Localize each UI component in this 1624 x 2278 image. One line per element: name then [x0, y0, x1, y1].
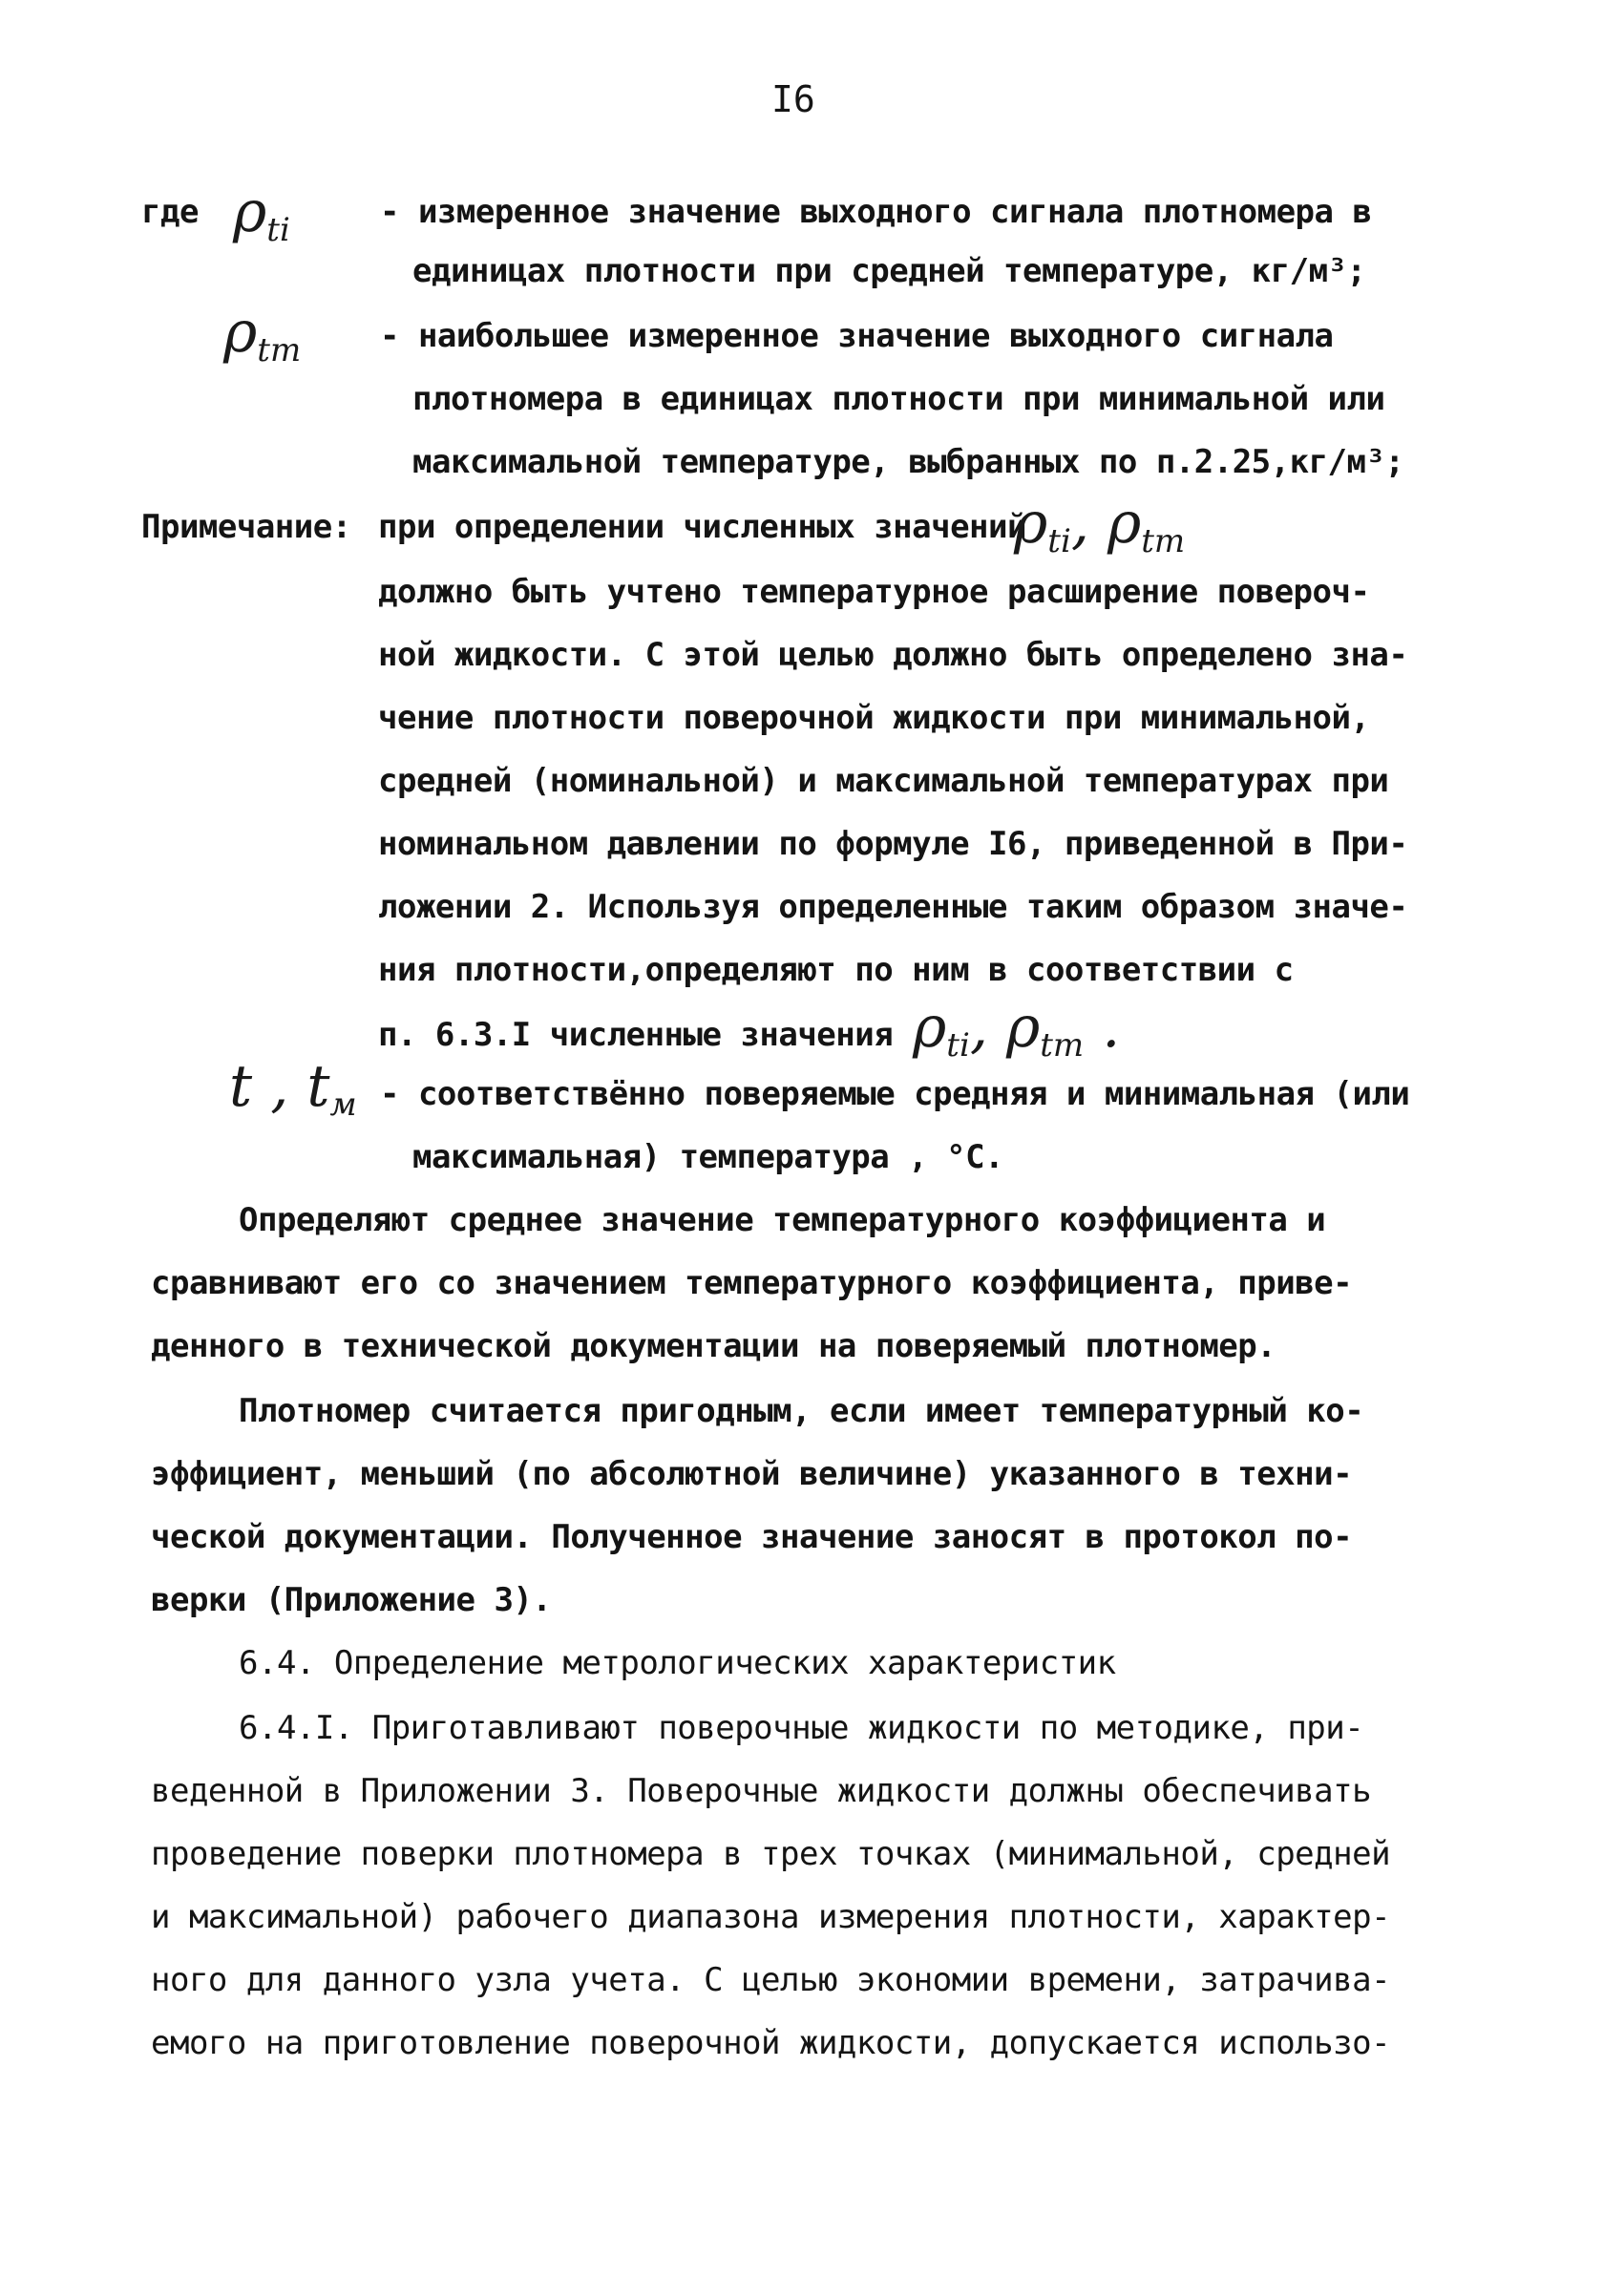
rho-tm-symbol: $\rho_{tm}$	[223, 299, 302, 369]
temp-def-line-2: максимальная) температура , °С.	[412, 1138, 1004, 1176]
para-2-line-1: Плотномер считается пригодным, если имеет температурный ко-	[239, 1392, 1364, 1430]
note-line-5: средней (номинальной) и максимальной температурах при	[378, 762, 1389, 800]
para-1-line-3: денного в технической документации на поверяемый плотномер.	[151, 1327, 1276, 1365]
para-2-line-4: верки (Приложение 3).	[151, 1581, 552, 1619]
section-para-line-4: и максимальной) рабочего диапазона измерения плотности, характер-	[151, 1898, 1391, 1936]
definition-1-line-1: - измеренное значение выходного сигнала плотномера в	[380, 193, 1372, 231]
rho-ti-symbol: $\rho_{ti}$	[233, 179, 290, 249]
section-para-line-2: веденной в Приложении 3. Поверочные жидкости должны обеспечивать	[151, 1772, 1372, 1810]
section-title: 6.4. Определение метрологических характеристик	[239, 1644, 1116, 1682]
section-para-line-3: проведение поверки плотномера в трех точках (минимальной, средней	[151, 1835, 1391, 1873]
para-2-line-3: ческой документации. Полученное значение заносят в протокол по-	[151, 1518, 1353, 1556]
note-line-1: при определении численных значений	[378, 508, 1026, 546]
definition-2-line-2: плотномера в единицах плотности при минимальной или	[412, 380, 1385, 418]
rho-ti-rho-tm-symbols: $\rho_{ti}$, $\rho_{tm}$	[1014, 490, 1186, 560]
section-para-line-1: 6.4.I. Приготавливают поверочные жидкости по методике, при-	[239, 1709, 1364, 1747]
definition-1-line-2: единицах плотности при средней температуре, кг/м³;	[412, 252, 1366, 290]
page-number: I6	[771, 78, 815, 120]
temp-def-line-1: - соответствённо поверяемые средняя и минимальная (или	[380, 1075, 1410, 1113]
section-para-line-5: ного для данного узла учета. С целью экономии времени, затрачива-	[151, 1961, 1391, 1999]
note-line-2: должно быть учтено температурное расширение повероч-	[378, 573, 1370, 611]
note-line-7: ложении 2. Используя определенные таким образом значе-	[378, 888, 1408, 926]
definition-lead: где	[141, 193, 199, 231]
note-line-3: ной жидкости. С этой целью должно быть определено зна-	[378, 636, 1408, 674]
note-line-9: п. 6.3.I численные значения	[378, 1016, 894, 1054]
definition-2-line-1: - наибольшее измеренное значение выходного сигнала	[380, 317, 1334, 355]
section-para-line-6: емого на приготовление поверочной жидкости, допускается использо-	[151, 2024, 1391, 2062]
para-2-line-2: эффициент, меньший (по абсолютной величине) указанного в техни-	[151, 1455, 1353, 1493]
note-label: Примечание:	[141, 508, 351, 546]
t-tm-symbols: t , $t_м$	[229, 1053, 357, 1124]
note-line-6: номинальном давлении по формуле I6, приведенной в При-	[378, 825, 1408, 863]
definition-2-line-3: максимальной температуре, выбранных по п.2.25,кг/м³;	[412, 443, 1404, 481]
para-1-line-1: Определяют среднее значение температурного коэффициента и	[239, 1201, 1326, 1239]
para-1-line-2: сравнивают его со значением температурного коэффициента, приве-	[151, 1264, 1353, 1302]
note-line-4: чение плотности поверочной жидкости при минимальной,	[378, 699, 1370, 737]
rho-ti-rho-tm-symbols-2: $\rho_{ti}$, $\rho_{tm}$ .	[913, 994, 1121, 1065]
note-line-8: ния плотности,определяют по ним в соответствии с	[378, 951, 1294, 989]
